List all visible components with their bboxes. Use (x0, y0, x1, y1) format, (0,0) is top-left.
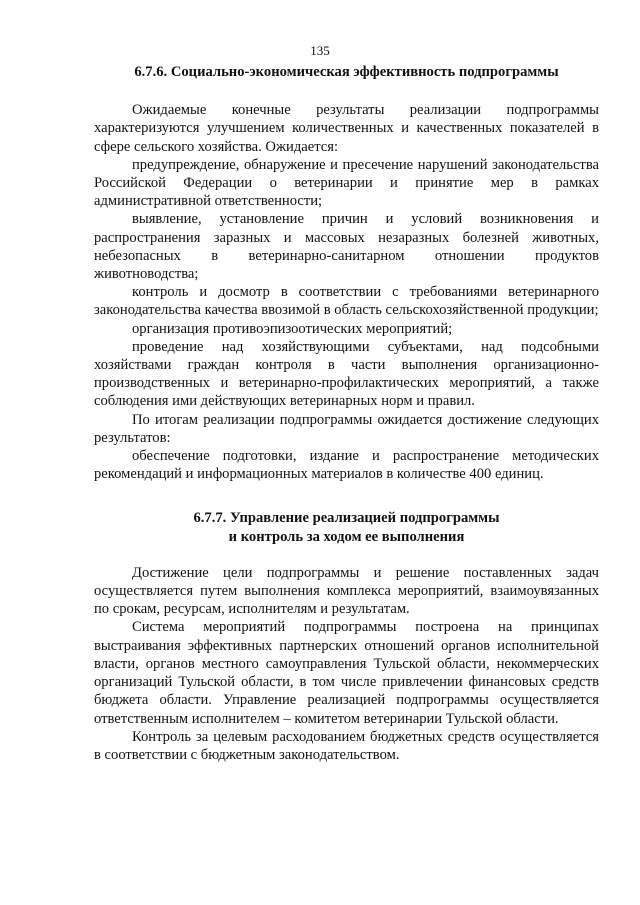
paragraph: обеспечение подготовки, издание и распространение методических рекомендаций и информационных материалов в количестве 400 единиц. (94, 448, 599, 483)
paragraph: предупреждение, обнаружение и пресечение нарушений законодательства Российской Федерации о ветеринарии и принятие мер в рамках административной ответственности; (94, 156, 599, 210)
paragraph: выявление, установление причин и условий возникновения и распространения заразных и массовых незаразных болезней животных, небезопасных в ветеринарно-санитарном отношении продуктов животноводства; (94, 211, 599, 283)
paragraph: Достижение цели подпрограммы и решение поставленных задач осуществляется путем выполнения комплекса мероприятий, взаимоувязанных по срокам, ресурсам, исполнителям и результатам. (94, 564, 599, 618)
paragraph: По итогам реализации подпрограммы ожидается достижение следующих результатов: (94, 411, 599, 446)
section-heading-line-2: и контроль за ходом ее выполнения (228, 528, 465, 545)
paragraph: Система мероприятий подпрограммы построена на принципах выстраивания эффективных партнерских отношений органов исполнительной власти, органов местного самоуправления Тульской области, некоммерческих организаций Тульской области, в том числе привлечении финансовых средств бюджета области. Управление реализацией подпрограммы осуществляется ответственным исполнителем – комитетом ветеринарии Тульской области. (94, 619, 599, 727)
section-heading-6-7-7 (94, 509, 599, 545)
document-body (94, 63, 599, 764)
section-heading-line-1: 6.7.7. Управление реализацией подпрограммы (193, 510, 500, 527)
page-number: 135 (310, 43, 330, 58)
paragraph: Контроль за целевым расходованием бюджетных средств осуществляется в соответствии с бюджетным законодательством. (94, 728, 599, 763)
paragraph: организация противоэпизоотических мероприятий; (132, 320, 453, 337)
paragraph: контроль и досмотр в соответствии с требованиями ветеринарного законодательства качества ввозимой в область сельскохозяйственной продукции; (94, 284, 599, 319)
paragraph: Ожидаемые конечные результаты реализации подпрограммы характеризуются улучшением количественных и качественных показателей в сфере сельского хозяйства. Ожидается: (94, 102, 599, 155)
section-heading-6-7-6: 6.7.6. Социально-экономическая эффективность подпрограммы (134, 64, 559, 80)
paragraph: проведение над хозяйствующими субъектами, над подсобными хозяйствами граждан контроля в части выполнения организационно-производственных и ветеринарно-профилактических мероприятий, а также соблюдения ими действующих ветеринарных норм и правил. (94, 338, 599, 410)
